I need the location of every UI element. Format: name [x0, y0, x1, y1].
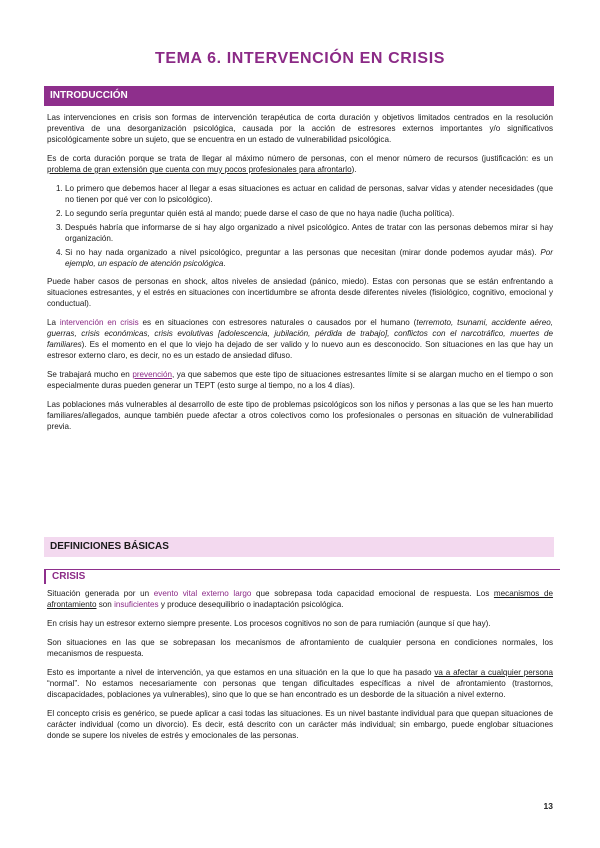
crisis-paragraph-3: Son situaciones en las que se sobrepasan los mecanismos de afrontamiento de cualquier persona en condiciones normales, los mecanismos de respuesta.: [47, 638, 553, 658]
crisis-paragraph-1: Situación generada por un evento vital externo largo que sobrepasa toda capacidad emocional de respuesta. Los mecanismos de afrontamiento son insuficientes y produce desequilibrio o inadaptación psicológica.: [47, 589, 553, 609]
intro-paragraph-4: La intervención en crisis es en situaciones con estresores naturales o causados por el humano (terremoto, tsunami, accidente aéreo, guerras, crisis económicas, crisis evolutivas [adolescencia, jubilación, pérdida de trabajo], conflictos con el narcotráfico, muertes de familiares). Es el momento en el que lo viejo ha dejado de ser valido y lo nuevo aun es desconocido. Son situaciones en las que hay un estresor externo claro, es decir, no es un estado de ansiedad difuso.: [47, 318, 553, 360]
list-item: 4. Si no hay nada organizado a nivel psicológico, preguntar a las personas que necesitan (mirar donde podemos ayudar más). Por ejemplo, un espacio de atención psicológica.: [65, 247, 553, 269]
crisis-paragraph-5: El concepto crisis es genérico, se puede aplicar a casi todas las situaciones. Es un nivel bastante individual para que quepan situaciones de carácter individual (como un divorcio). Es decir, está descrito con un carácter más individual; sin embargo, puede englobar situaciones donde se supere los niveles de estrés y emocionales de las personas.: [47, 709, 553, 740]
section-heading-definiciones: DEFINICIONES BÁSICAS: [44, 537, 554, 557]
page-number: 13: [543, 801, 553, 811]
list-item: 2. Lo segundo sería preguntar quién está al mando; puede darse el caso de que no haya nadie (lucha política).: [65, 208, 553, 219]
section-heading-introduccion: INTRODUCCIÓN: [44, 86, 554, 106]
intro-content: [47, 112, 553, 440]
intro-paragraph-5: Se trabajará mucho en prevención, ya que sabemos que este tipo de situaciones estresantes límite si se alargan mucho en el tiempo o son especialmente duras pueden generar un TEPT (esto surge al tiempo, no a los 4 días).: [47, 370, 553, 390]
highlight-term: intervención en crisis: [59, 318, 139, 327]
intro-paragraph-6: Las poblaciones más vulnerables al desarrollo de este tipo de problemas psicológicos son los niños y personas a las que se les han muerto familiares/allegados, aunque también puede afectar a otros colectivos como los profesionales o personas en situación de vulnerabilidad previa.: [47, 400, 553, 431]
highlight-term: prevención: [132, 370, 172, 379]
steps-list: [47, 183, 553, 269]
crisis-content: [47, 588, 553, 749]
list-item: 1. Lo primero que debemos hacer al llegar a esas situaciones es actuar en calidad de personas, salvar vidas y atender necesidades (que no tienen por qué ver con lo psicológico).: [65, 183, 553, 205]
subheading-crisis: CRISIS: [44, 569, 560, 584]
intro-paragraph-1: Las intervenciones en crisis son formas de intervención terapéutica de corta duración y objetivos limitados centrados en la resolución preventiva de una desorganización psicológica, causada por la acción de estresores externos importantes y/o significativos psicológicamente sobre un sujeto, que se encuentra en un estado de vulnerabilidad psicológica.: [47, 113, 553, 144]
crisis-paragraph-4: Esto es importante a nivel de intervención, ya que estamos en una situación en la que lo que ha pasado va a afectar a cualquier persona “normal”. No estamos necesariamente con personas que tengan dificultades específicas a nivel de afrontamiento (trastornos, discapacidades, poblaciones ya vulnerables), sino que lo que se han encontrado es un desborde de la situación a nivel externo.: [47, 668, 553, 699]
intro-paragraph-2: Es de corta duración porque se trata de llegar al máximo número de personas, con el menor número de recursos (justificación: es un problema de gran extensión que cuenta con muy pocos profesionales para afrontarlo).: [47, 154, 553, 174]
crisis-paragraph-2: En crisis hay un estresor externo siempre presente. Los procesos cognitivos no son de para rumiación (aunque sí que hay).: [47, 619, 491, 628]
underlined-text: problema de gran extensión que cuenta con muy pocos profesionales para afrontarlo: [47, 165, 352, 174]
page-title: TEMA 6. INTERVENCIÓN EN CRISIS: [154, 50, 446, 67]
list-item: 3. Después habría que informarse de si hay algo organizado a nivel psicológico. Antes de tratar con las personas debemos mirar si hay organización.: [65, 222, 553, 244]
intro-paragraph-3: Puede haber casos de personas en shock, altos niveles de ansiedad (pánico, miedo). Estas con personas que se están enfrentando a situaciones estresantes, y el estrés en situaciones con incertidumbre se afronta desde diferentes niveles (fisiológico, cognitivo, emocional y conductual).: [47, 277, 553, 308]
